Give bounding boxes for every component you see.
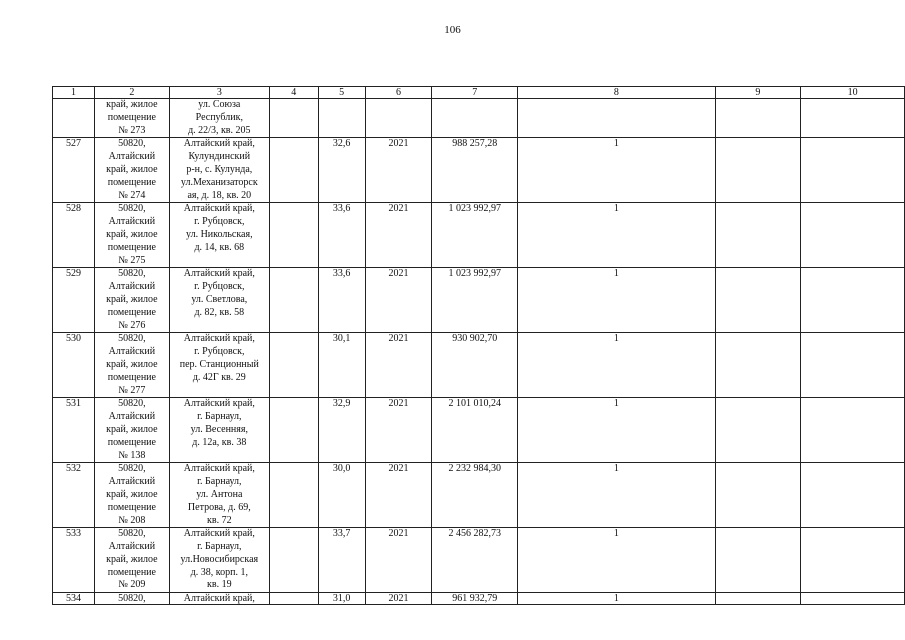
object-cell-line: № 277 xyxy=(118,384,146,396)
object-cell xyxy=(94,528,169,593)
object-cell-line: край, жилое xyxy=(106,358,158,370)
object-cell-line: № 276 xyxy=(118,319,146,331)
address-cell-line: ул. Союза xyxy=(198,99,241,110)
address-cell-line: р-н, с. Кулунда, xyxy=(186,163,253,175)
col9-cell xyxy=(715,268,801,333)
address-cell xyxy=(169,528,269,593)
header-cell: 2 xyxy=(94,87,169,99)
year-cell: 2021 xyxy=(365,593,432,605)
object-cell-line: край, жилое xyxy=(106,228,158,240)
address-cell-line: Алтайский край, xyxy=(183,203,255,215)
count-cell: 1 xyxy=(518,593,715,605)
row-number-cell xyxy=(53,99,95,138)
address-cell xyxy=(169,268,269,333)
object-cell xyxy=(94,398,169,463)
value-cell: 1 023 992,97 xyxy=(432,268,518,333)
address-cell-line: д. 82, кв. 58 xyxy=(194,306,245,318)
col9-cell xyxy=(715,463,801,528)
row-number-cell: 533 xyxy=(53,528,95,593)
object-cell-line: помещение xyxy=(107,306,156,318)
year-cell xyxy=(365,99,432,138)
year-cell: 2021 xyxy=(365,398,432,463)
address-cell xyxy=(169,463,269,528)
value-cell: 930 902,70 xyxy=(432,333,518,398)
object-cell-line: помещение xyxy=(107,501,156,513)
col10-cell xyxy=(801,333,905,398)
value-cell: 1 023 992,97 xyxy=(432,203,518,268)
object-cell xyxy=(94,593,169,605)
address-cell xyxy=(169,138,269,203)
table-row xyxy=(53,463,905,528)
address-cell-line: г. Барнаул, xyxy=(197,476,242,488)
object-cell-line: № 208 xyxy=(118,514,146,526)
address-cell xyxy=(169,203,269,268)
object-cell-line: № 274 xyxy=(118,189,146,201)
col10-cell xyxy=(801,463,905,528)
object-cell-line: край, жилое xyxy=(106,163,158,175)
object-cell-line: помещение xyxy=(107,566,156,578)
address-cell-line: ая, д. 18, кв. 20 xyxy=(187,189,252,201)
address-cell-line: д. 38, корп. 1, xyxy=(190,566,248,578)
object-cell-line: край, жилое xyxy=(106,99,158,110)
area-cell: 32,9 xyxy=(318,398,365,463)
object-cell-line: № 273 xyxy=(118,124,146,136)
row-number-cell: 529 xyxy=(53,268,95,333)
object-cell-line: № 138 xyxy=(118,449,146,461)
row-number-cell: 532 xyxy=(53,463,95,528)
address-cell-line: ул.Механизаторск xyxy=(180,176,258,188)
table-row xyxy=(53,268,905,333)
area-cell: 33,6 xyxy=(318,203,365,268)
address-cell-line: г. Рубцовск, xyxy=(194,346,245,358)
object-cell-line: Алтайский xyxy=(108,411,156,423)
count-cell: 1 xyxy=(518,528,715,593)
count-cell xyxy=(518,99,715,138)
count-cell: 1 xyxy=(518,463,715,528)
address-cell-line: кв. 72 xyxy=(207,514,232,526)
address-cell-line: д. 12а, кв. 38 xyxy=(192,436,247,448)
address-cell-line: Алтайский край, xyxy=(183,268,255,280)
object-cell-line: 50820, xyxy=(118,268,146,280)
object-cell-line: № 209 xyxy=(118,579,146,591)
object-cell-line: Алтайский xyxy=(108,476,156,488)
row-number-cell: 530 xyxy=(53,333,95,398)
address-cell-line: д. 22/3, кв. 205 xyxy=(188,124,251,136)
object-cell xyxy=(94,203,169,268)
col9-cell xyxy=(715,99,801,138)
value-cell xyxy=(432,99,518,138)
address-cell-line: Алтайский край, xyxy=(183,398,255,410)
col4-cell xyxy=(269,99,318,138)
count-cell: 1 xyxy=(518,138,715,203)
address-cell-line: ул. Весенняя, xyxy=(190,423,248,435)
address-cell-line: Петрова, д. 69, xyxy=(187,501,251,513)
object-cell-line: помещение xyxy=(107,111,156,123)
column-number-header xyxy=(53,87,905,99)
area-cell: 33,7 xyxy=(318,528,365,593)
year-cell: 2021 xyxy=(365,268,432,333)
address-cell-line: ул.Новосибирская xyxy=(180,553,259,565)
area-cell: 30,1 xyxy=(318,333,365,398)
property-registry-table xyxy=(52,86,905,605)
object-cell-line: край, жилое xyxy=(106,293,158,305)
page-number: 106 xyxy=(444,24,461,36)
col10-cell xyxy=(801,528,905,593)
header-cell: 10 xyxy=(801,87,905,99)
object-cell-line: 50820, xyxy=(118,203,146,215)
col4-cell xyxy=(269,333,318,398)
object-cell xyxy=(94,268,169,333)
address-cell-line: Алтайский край, xyxy=(183,333,255,345)
row-number-cell: 527 xyxy=(53,138,95,203)
area-cell: 30,0 xyxy=(318,463,365,528)
col4-cell xyxy=(269,398,318,463)
object-cell-line: Алтайский xyxy=(108,346,156,358)
object-cell-line: 50820, xyxy=(118,528,146,540)
object-cell-line: 50820, xyxy=(118,593,146,605)
address-cell-line: Алтайский край, xyxy=(183,528,255,540)
object-cell-line: помещение xyxy=(107,176,156,188)
object-cell-line: 50820, xyxy=(118,333,146,345)
area-cell: 32,6 xyxy=(318,138,365,203)
header-cell: 1 xyxy=(53,87,95,99)
address-cell-line: Алтайский край, xyxy=(183,463,255,475)
col4-cell xyxy=(269,528,318,593)
col10-cell xyxy=(801,203,905,268)
object-cell xyxy=(94,99,169,138)
year-cell: 2021 xyxy=(365,333,432,398)
object-cell-line: 50820, xyxy=(118,463,146,475)
col9-cell xyxy=(715,593,801,605)
address-cell xyxy=(169,593,269,605)
object-cell-line: край, жилое xyxy=(106,423,158,435)
address-cell-line: г. Рубцовск, xyxy=(194,281,245,293)
object-cell xyxy=(94,138,169,203)
value-cell: 2 456 282,73 xyxy=(432,528,518,593)
area-cell: 31,0 xyxy=(318,593,365,605)
address-cell-line: ул. Светлова, xyxy=(191,293,248,305)
address-cell xyxy=(169,398,269,463)
address-cell-line: д. 42Г кв. 29 xyxy=(192,371,246,383)
object-cell xyxy=(94,333,169,398)
table-row xyxy=(53,138,905,203)
col9-cell xyxy=(715,528,801,593)
object-cell-line: помещение xyxy=(107,371,156,383)
value-cell: 961 932,79 xyxy=(432,593,518,605)
value-cell: 2 232 984,30 xyxy=(432,463,518,528)
header-cell: 8 xyxy=(518,87,715,99)
table-row xyxy=(53,398,905,463)
header-cell: 6 xyxy=(365,87,432,99)
address-cell xyxy=(169,333,269,398)
area-cell xyxy=(318,99,365,138)
address-cell-line: Кулундинский xyxy=(188,151,251,163)
address-cell-line: г. Рубцовск, xyxy=(194,216,245,228)
col9-cell xyxy=(715,138,801,203)
col10-cell xyxy=(801,99,905,138)
value-cell: 2 101 010,24 xyxy=(432,398,518,463)
year-cell: 2021 xyxy=(365,528,432,593)
year-cell: 2021 xyxy=(365,203,432,268)
object-cell-line: 50820, xyxy=(118,138,146,150)
object-cell-line: помещение xyxy=(107,436,156,448)
address-cell-line: Алтайский край, xyxy=(183,593,255,605)
table-row xyxy=(53,203,905,268)
area-cell: 33,6 xyxy=(318,268,365,333)
row-number-cell: 534 xyxy=(53,593,95,605)
year-cell: 2021 xyxy=(365,463,432,528)
count-cell: 1 xyxy=(518,398,715,463)
col10-cell xyxy=(801,268,905,333)
col9-cell xyxy=(715,333,801,398)
col4-cell xyxy=(269,593,318,605)
object-cell-line: Алтайский xyxy=(108,541,156,553)
col4-cell xyxy=(269,463,318,528)
address-cell-line: д. 14, кв. 68 xyxy=(194,241,245,253)
col10-cell xyxy=(801,138,905,203)
object-cell-line: Алтайский xyxy=(108,216,156,228)
header-cell: 7 xyxy=(432,87,518,99)
object-cell-line: край, жилое xyxy=(106,488,158,500)
object-cell xyxy=(94,463,169,528)
object-cell-line: 50820, xyxy=(118,398,146,410)
year-cell: 2021 xyxy=(365,138,432,203)
header-cell: 4 xyxy=(269,87,318,99)
registry-body xyxy=(53,99,905,605)
address-cell-line: пер. Станционный xyxy=(179,358,259,370)
address-cell xyxy=(169,99,269,138)
header-cell: 9 xyxy=(715,87,801,99)
header-cell: 3 xyxy=(169,87,269,99)
col9-cell xyxy=(715,398,801,463)
table-row xyxy=(53,593,905,605)
object-cell-line: край, жилое xyxy=(106,553,158,565)
value-cell: 988 257,28 xyxy=(432,138,518,203)
col10-cell xyxy=(801,593,905,605)
address-cell-line: кв. 19 xyxy=(207,579,232,591)
col4-cell xyxy=(269,268,318,333)
object-cell-line: Алтайский xyxy=(108,281,156,293)
object-cell-line: № 275 xyxy=(118,254,146,266)
address-cell-line: ул. Антона xyxy=(196,488,243,500)
count-cell: 1 xyxy=(518,203,715,268)
address-cell-line: Республик, xyxy=(195,111,243,123)
object-cell-line: Алтайский xyxy=(108,151,156,163)
address-cell-line: Алтайский край, xyxy=(183,138,255,150)
address-cell-line: ул. Никольская, xyxy=(186,228,253,240)
row-number-cell: 531 xyxy=(53,398,95,463)
col4-cell xyxy=(269,138,318,203)
col9-cell xyxy=(715,203,801,268)
table-row xyxy=(53,528,905,593)
header-cell: 5 xyxy=(318,87,365,99)
count-cell: 1 xyxy=(518,333,715,398)
address-cell-line: г. Барнаул, xyxy=(197,411,242,423)
col10-cell xyxy=(801,398,905,463)
object-cell-line: помещение xyxy=(107,241,156,253)
count-cell: 1 xyxy=(518,268,715,333)
col4-cell xyxy=(269,203,318,268)
table-row xyxy=(53,99,905,138)
address-cell-line: г. Барнаул, xyxy=(197,541,242,553)
row-number-cell: 528 xyxy=(53,203,95,268)
table-row xyxy=(53,333,905,398)
